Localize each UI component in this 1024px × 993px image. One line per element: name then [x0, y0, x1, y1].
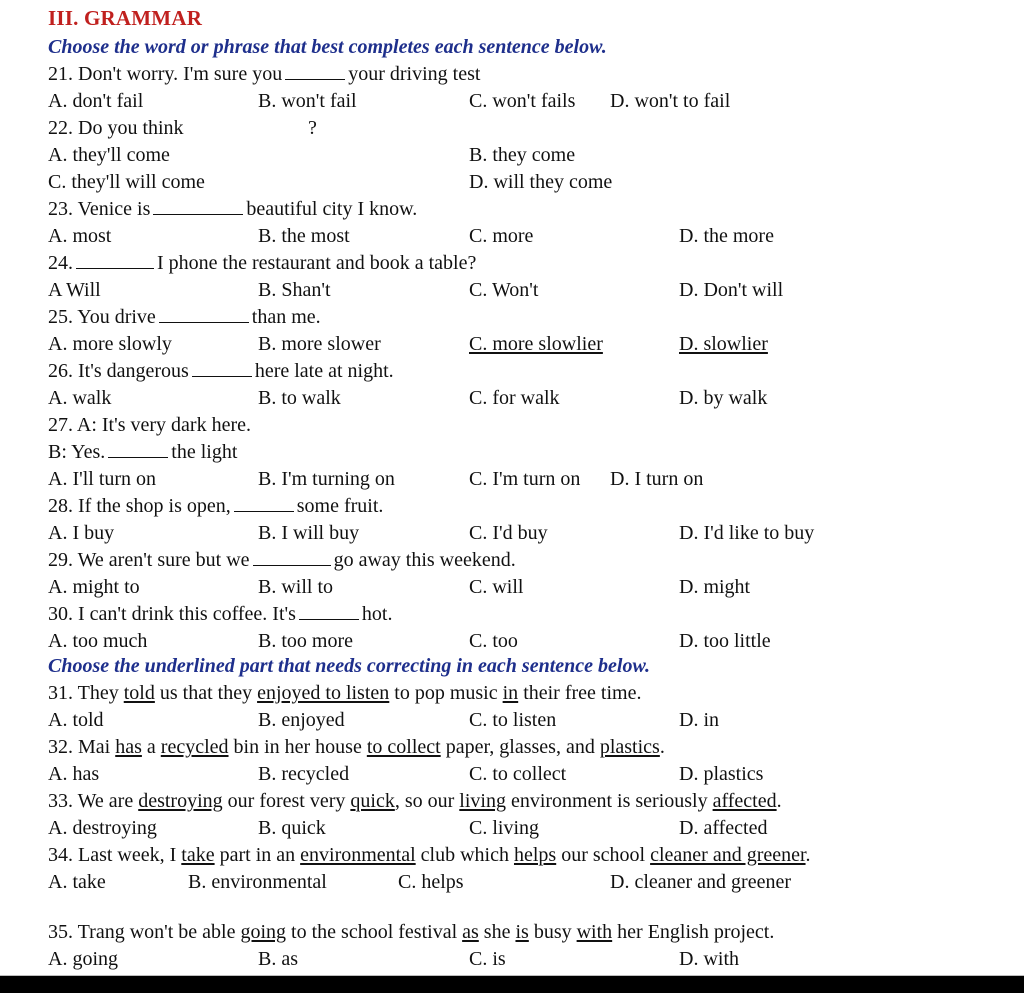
option-32-d: D. plastics	[679, 763, 764, 785]
option-24-d: D. Don't will	[679, 279, 784, 301]
option-29-d: D. might	[679, 576, 751, 598]
answer-blank	[299, 603, 359, 620]
bottom-black-bar	[0, 976, 1024, 993]
answer-blank	[159, 306, 249, 323]
answer-blank	[285, 63, 345, 80]
question-24-text: 24.	[48, 252, 73, 274]
sentence-text: , so our	[394, 790, 460, 812]
instruction-correction: Choose the underlined part that needs correcting in each sentence below.	[48, 655, 651, 677]
option-26-c: C. for walk	[469, 387, 560, 409]
option-33-a: A. destroying	[48, 817, 157, 839]
question-31	[48, 681, 641, 705]
option-35-d: D. with	[679, 948, 739, 970]
option-32-b: B. recycled	[258, 763, 350, 785]
sentence-text: .	[659, 736, 665, 758]
answer-blank	[108, 441, 168, 458]
option-24-a: A Will	[48, 279, 101, 301]
question-28-text: 28. If the shop is open,	[48, 495, 231, 517]
option-34-b: B. environmental	[188, 871, 327, 893]
question-27-line-a: 27. A: It's very dark here.	[48, 414, 251, 436]
underlined-part: is	[515, 921, 529, 943]
option-33-d: D. affected	[679, 817, 768, 839]
sentence-text: 33. We are	[48, 790, 139, 812]
option-35-c: C. is	[469, 948, 506, 970]
option-27-b: B. I'm turning on	[258, 468, 395, 490]
option-22-c: C. they'll will come	[48, 171, 205, 193]
question-21	[48, 62, 480, 86]
question-25-text: 25. You drive	[48, 306, 156, 328]
question-28	[48, 494, 383, 518]
option-23-d: D. the more	[679, 225, 774, 247]
question-32	[48, 735, 665, 759]
sentence-text: 32. Mai	[48, 736, 116, 758]
question-23	[48, 197, 417, 221]
underlined-part: to collect	[366, 736, 441, 758]
underlined-part: plastics	[599, 736, 660, 758]
sentence-text: 34. Last week, I	[48, 844, 182, 866]
sentence-text: 31. They	[48, 682, 124, 704]
option-31-d: D. in	[679, 709, 719, 731]
sentence-text: busy	[528, 921, 577, 943]
option-28-a: A. I buy	[48, 522, 115, 544]
question-23-text-end: beautiful city I know.	[246, 198, 418, 220]
option-28-d: D. I'd like to buy	[679, 522, 815, 544]
sentence-text: our forest very	[222, 790, 351, 812]
answer-blank	[234, 495, 294, 512]
option-29-c: C. will	[469, 576, 524, 598]
sentence-text: us that they	[154, 682, 258, 704]
underlined-part: living	[459, 790, 506, 812]
section-heading: III. GRAMMAR	[48, 6, 203, 30]
option-28-b: B. I will buy	[258, 522, 360, 544]
question-23-text: 23. Venice is	[48, 198, 151, 220]
sentence-text: our school	[556, 844, 651, 866]
question-24-text-end: I phone the restaurant and book a table?	[157, 252, 477, 274]
underlined-part: cleaner and greener	[650, 844, 806, 866]
question-22	[48, 116, 184, 140]
option-21-c: C. won't fails	[469, 90, 576, 112]
option-34-c: C. helps	[398, 871, 464, 893]
question-24	[48, 251, 476, 275]
answer-blank	[153, 198, 243, 215]
question-27-text-end: the light	[171, 441, 238, 463]
option-24-c: C. Won't	[469, 279, 539, 301]
option-23-a: A. most	[48, 225, 112, 247]
question-34	[48, 843, 811, 867]
option-23-b: B. the most	[258, 225, 350, 247]
underlined-part: helps	[513, 844, 557, 866]
underlined-part: take	[181, 844, 215, 866]
question-26-text-end: here late at night.	[254, 360, 394, 382]
question-29	[48, 548, 516, 572]
sentence-text: environment is seriously	[505, 790, 713, 812]
option-21-a: A. don't fail	[48, 90, 144, 112]
question-26	[48, 359, 394, 383]
option-31-a: A. told	[48, 709, 104, 731]
option-26-a: A. walk	[48, 387, 112, 409]
sentence-text: part in an	[214, 844, 301, 866]
question-30	[48, 602, 392, 626]
option-25-d: D. slowlier	[679, 333, 768, 355]
sentence-text: to the school festival	[286, 921, 463, 943]
sentence-text: a	[141, 736, 161, 758]
question-28-text-end: some fruit.	[296, 495, 384, 517]
question-22-text: 22. Do you think	[48, 117, 184, 139]
underlined-part: environmental	[300, 844, 416, 866]
underlined-part: going	[240, 921, 287, 943]
option-30-b: B. too more	[258, 630, 353, 652]
option-31-c: C. to listen	[469, 709, 557, 731]
question-21-text: 21. Don't worry. I'm sure you	[48, 63, 283, 85]
option-25-a: A. more slowly	[48, 333, 172, 355]
option-35-a: A. going	[48, 948, 118, 970]
answer-blank	[76, 252, 154, 269]
question-26-text: 26. It's dangerous	[48, 360, 189, 382]
option-26-b: B. to walk	[258, 387, 341, 409]
option-27-a: A. I'll turn on	[48, 468, 157, 490]
sentence-text: their free time.	[518, 682, 642, 704]
question-30-text: 30. I can't drink this coffee. It's	[48, 603, 296, 625]
underlined-part: quick	[350, 790, 395, 812]
option-24-b: B. Shan't	[258, 279, 331, 301]
option-27-d: D. I turn on	[610, 468, 704, 490]
option-27-c: C. I'm turn on	[469, 468, 581, 490]
underlined-part: as	[462, 921, 479, 943]
option-31-b: B. enjoyed	[258, 709, 345, 731]
question-29-text-end: go away this weekend.	[333, 549, 516, 571]
question-30-text-end: hot.	[361, 603, 393, 625]
sentence-text: to pop music	[389, 682, 503, 704]
instruction-completion: Choose the word or phrase that best completes each sentence below.	[48, 36, 607, 58]
answer-blank	[192, 360, 252, 377]
option-29-b: B. will to	[258, 576, 334, 598]
option-30-a: A. too much	[48, 630, 148, 652]
underlined-part: with	[576, 921, 613, 943]
sentence-text: bin in her house	[228, 736, 367, 758]
question-21-text-end: your driving test	[348, 63, 481, 85]
underlined-part: has	[115, 736, 142, 758]
sentence-text: .	[805, 844, 811, 866]
option-35-b: B. as	[258, 948, 298, 970]
sentence-text: .	[776, 790, 782, 812]
option-29-a: A. might to	[48, 576, 140, 598]
question-25	[48, 305, 321, 329]
option-30-c: C. too	[469, 630, 518, 652]
question-29-text: 29. We aren't sure but we	[48, 549, 250, 571]
option-22-b: B. they come	[469, 144, 576, 166]
option-23-c: C. more	[469, 225, 534, 247]
option-33-b: B. quick	[258, 817, 326, 839]
option-25-c: C. more slowlier	[469, 333, 603, 355]
sentence-text: her English project.	[612, 921, 775, 943]
option-32-c: C. to collect	[469, 763, 567, 785]
underlined-part: in	[502, 682, 519, 704]
sentence-text: she	[478, 921, 516, 943]
option-30-d: D. too little	[679, 630, 771, 652]
underlined-part: destroying	[138, 790, 223, 812]
question-22-text-end: ?	[308, 117, 317, 139]
option-26-d: D. by walk	[679, 387, 768, 409]
option-22-a: A. they'll come	[48, 144, 170, 166]
underlined-part: recycled	[160, 736, 229, 758]
question-33	[48, 789, 782, 813]
underlined-part: affected	[712, 790, 777, 812]
question-27	[48, 440, 237, 464]
sentence-text: paper, glasses, and	[440, 736, 600, 758]
sentence-text: 35. Trang won't be able	[48, 921, 241, 943]
answer-blank	[253, 549, 331, 566]
option-21-d: D. won't to fail	[610, 90, 731, 112]
sentence-text: club which	[415, 844, 514, 866]
option-25-b: B. more slower	[258, 333, 381, 355]
underlined-part: enjoyed to listen	[257, 682, 390, 704]
question-35	[48, 920, 774, 944]
option-34-d: D. cleaner and greener	[610, 871, 791, 893]
option-33-c: C. living	[469, 817, 540, 839]
option-22-d: D. will they come	[469, 171, 613, 193]
option-34-a: A. take	[48, 871, 106, 893]
question-25-text-end: than me.	[251, 306, 321, 328]
underlined-part: told	[123, 682, 155, 704]
option-32-a: A. has	[48, 763, 100, 785]
option-28-c: C. I'd buy	[469, 522, 548, 544]
option-21-b: B. won't fail	[258, 90, 357, 112]
question-27-text: B: Yes.	[48, 441, 106, 463]
